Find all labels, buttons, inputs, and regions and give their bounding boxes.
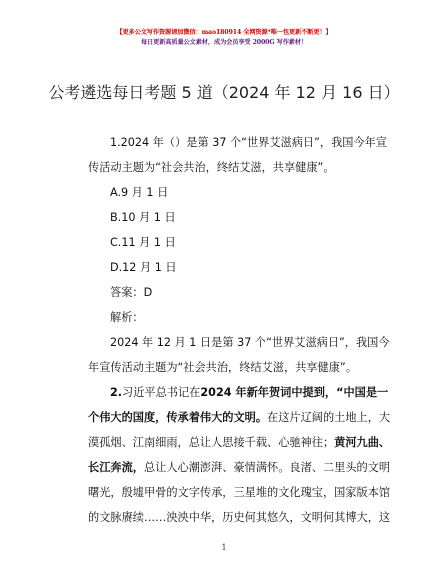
analysis-text: 2024 年 12 月 1 日是第 37 个“世界艾滋病日”，我国今年宣传活动主题为“社会共治，终结艾滋，共享健康”。 [88,336,390,374]
option-d: D.12 月 1 日 [110,261,177,274]
q2-segment-5: 黄河九曲、长江奔流， [88,436,391,474]
document-body [88,130,392,530]
q2-segment-2: 2024 年新年 [200,386,269,399]
option-c: C.11 月 1 日 [110,236,176,249]
question-2-stem [88,380,392,530]
q2-segment-6: 总让人心潮澎湃、豪情满怀。良渚、二里头的文明曙光，殷墟甲骨的文字传承，三星堆的文化瑰宝，国家版本馆的文脉赓续……泱泱中华，历史何其悠久，文明何其博大，这 [88,461,391,524]
option-b: B.10 月 1 日 [110,211,176,224]
option-a: A.9 月 1 日 [110,186,169,199]
question-2-number: 2. [110,386,123,399]
question-1-stem: 1.2024 年（）是第 37 个“世界艾滋病日”，我国今年宣传活动主题为“社会共治，终结艾滋，共享健康”。 [88,136,388,174]
banner-line-1: 【更多公文写作资源请加微信：mao180914 全网资源*唯一包更新不断更！】 [116,29,332,36]
analysis-label: 解析： [110,311,144,324]
banner-line-2: 每日更新高质量公文素材，成为会员享受 2000G 写作素材！ [140,39,308,46]
q2-segment-1: 习近平总书记在 [122,386,201,399]
q2-segment-4: 在这片辽阔的土地上，大漠孤烟、江南细雨，总让人思接千载、心驰神往； [88,411,391,449]
page-title: 公考遴选每日考题 5 道（2024 年 12 月 16 日） [48,83,400,102]
page-number: 1 [221,543,227,552]
header-banner [0,28,448,48]
q2-segment-3: 贺词中提到，“中国是一个伟大的国度，传承着伟大的文明。 [88,386,389,424]
answer: 答案：D [110,286,153,299]
